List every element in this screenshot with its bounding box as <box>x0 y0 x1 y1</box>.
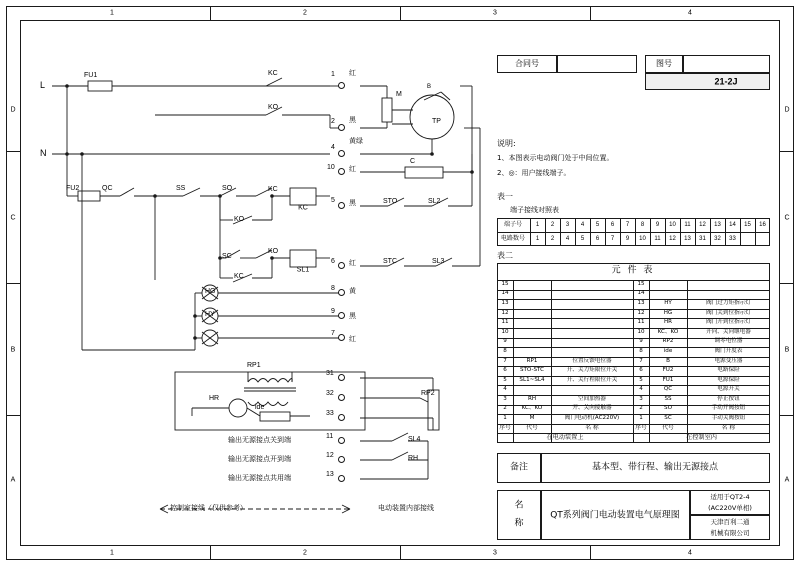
company-line-1: 天津百利二通 <box>710 517 750 526</box>
table1-circuit-cell: 4 <box>565 236 570 242</box>
table1-circuit-cell: 31 <box>699 236 706 242</box>
table1-circuit-cell: 1 <box>535 236 540 242</box>
table1-terminal-cell: 6 <box>610 222 615 228</box>
table1-circuit-cell: 11 <box>654 236 661 242</box>
component-row-name: 位置反馈电位器 <box>572 357 612 364</box>
wire-number: 12 <box>326 452 334 459</box>
terminal-8 <box>338 289 345 296</box>
table1-circuit-cell: 32 <box>714 236 721 242</box>
component-row-no2: 6 <box>639 367 643 374</box>
terminal-6 <box>338 262 345 269</box>
label-N: N <box>40 148 47 158</box>
table2-caption: 表二 <box>497 251 513 260</box>
table1-circuit-cell: 12 <box>669 236 676 242</box>
title-name-label-box <box>497 490 541 540</box>
terminal-13 <box>338 475 345 482</box>
remark-label: 备注 <box>509 462 529 473</box>
terminal-33 <box>338 414 345 421</box>
label-L: L <box>40 80 46 90</box>
component-row-code: STO-STC <box>519 367 545 374</box>
component-col-header: 代号 <box>662 424 674 431</box>
terminal-5 <box>338 202 345 209</box>
control-room-wiring-note: 控制室接线（仅供参考） <box>170 504 247 512</box>
frame-row-left-b: B <box>10 346 16 354</box>
applicable-line-1: 适用于QT2-4 <box>710 492 750 501</box>
component-row-no2: 5 <box>639 376 643 383</box>
notes-line-1: 1、本图表示电动阀门处于中间位置。 <box>497 154 614 162</box>
table1-terminal-cell: 7 <box>625 222 630 228</box>
output-note-2: 输出无源接点开到端 <box>228 455 291 463</box>
frame-col-bottom-3: 3 <box>493 549 497 557</box>
component-row-no: 7 <box>503 357 507 364</box>
table1-terminal-cell: 13 <box>714 222 721 228</box>
label-KO-nc: KO <box>268 248 279 255</box>
label-SL4: RH <box>408 455 419 462</box>
component-row-name: 开、关力矩限位开关 <box>566 367 618 374</box>
table1-terminal-cell: 2 <box>550 222 555 228</box>
wire-number: 33 <box>326 410 334 417</box>
component-row-no: 8 <box>503 348 507 355</box>
terminal-2 <box>338 124 345 131</box>
label-RP1: RP2 <box>421 390 435 397</box>
component-col-header: 序号 <box>499 424 511 431</box>
component-row-name2: 调零电位器 <box>714 338 743 345</box>
frame-row-left-c: C <box>10 214 16 222</box>
component-col-header: 代号 <box>526 424 538 431</box>
table1-caption: 表一 <box>497 192 513 201</box>
component-row-no: 4 <box>503 386 507 393</box>
wire-color: 黄绿 <box>349 137 363 145</box>
component-row-name2: 阀门开度表 <box>714 348 743 355</box>
terminal-10 <box>338 168 345 175</box>
drawing-number: 21-2J <box>714 76 738 87</box>
label-STC: SL3 <box>432 258 445 265</box>
component-row-no2: 11 <box>637 319 645 326</box>
component-row-name2: 开向、关向继电器 <box>706 328 751 335</box>
component-row-code2: HG <box>663 309 673 316</box>
label-SS: SS <box>176 185 186 192</box>
label-ide: HR <box>209 395 220 402</box>
component-row-no2: 1 <box>639 415 643 422</box>
drawing-number-bar <box>645 73 770 90</box>
label-SC: SC <box>222 253 232 260</box>
component-row-code2: ide <box>663 348 673 355</box>
frame-row-right-d: D <box>784 106 790 114</box>
title-name-label-1: 名 <box>514 500 524 511</box>
component-row-no2: 13 <box>637 300 645 307</box>
terminal-32 <box>338 394 345 401</box>
component-row-code2: HR <box>663 319 673 326</box>
component-row-code: SL1~SL4 <box>519 376 545 383</box>
component-row-name: 空间加热器 <box>578 396 606 403</box>
label-FU1: FU1 <box>84 72 98 79</box>
terminal-12 <box>338 456 345 463</box>
label-KO-hold: KO <box>234 216 245 223</box>
table1-row1-label: 端子号 <box>503 221 523 228</box>
contract-number-label: 合同号 <box>515 59 539 68</box>
component-row-no: 13 <box>501 300 509 307</box>
notes-heading: 说明: <box>497 139 516 148</box>
component-footer-left: 在电动装置上 <box>546 434 584 442</box>
component-row-name2: 停止按钮 <box>717 396 740 403</box>
label-HG: HY <box>205 311 215 318</box>
table1-circuit-cell: 5 <box>580 236 585 242</box>
frame-row-right-b: B <box>784 346 790 354</box>
frame-col-bottom-2: 2 <box>303 549 307 557</box>
component-row-name2: 手动开阀按钮 <box>711 405 746 412</box>
component-row-name: 开、关向接触器 <box>572 405 612 412</box>
component-row-name2: 电源变压器 <box>714 357 743 364</box>
component-row-code2: B <box>666 357 670 364</box>
table1-terminal-cell: 16 <box>759 222 766 228</box>
frame-col-bottom-4: 4 <box>688 549 692 557</box>
table1-terminal-cell: 10 <box>669 222 676 228</box>
label-QC: QC <box>102 185 113 192</box>
table1-terminal-cell: 5 <box>595 222 600 228</box>
component-row-code2: SO <box>664 405 672 412</box>
component-row-no2: 3 <box>639 396 643 403</box>
component-footer-right: 在控制室内 <box>686 434 717 442</box>
table1-circuit-cell: 10 <box>639 236 646 242</box>
component-row-no: 14 <box>501 290 509 297</box>
component-row-name2: 电路保险 <box>717 367 740 374</box>
wire-color: 黄 <box>349 287 356 295</box>
terminal-9 <box>338 312 345 319</box>
table1-subcaption: 端子接线对照表 <box>510 206 559 214</box>
wire-number: 5 <box>331 197 335 204</box>
table1-circuit-cell: 9 <box>625 236 630 242</box>
frame-col-bottom-1: 1 <box>110 549 114 557</box>
label-KO-top: KO <box>268 104 279 111</box>
notes-line-2: 2、◎：用户接线端子。 <box>497 169 571 177</box>
component-row-no: 12 <box>501 309 509 316</box>
label-STO: SL2 <box>428 198 441 205</box>
label-KC-hold: KC <box>234 273 244 280</box>
component-row-no2: 9 <box>639 338 643 345</box>
remark-value: 基本型、带行程、输出无源接点 <box>591 462 719 473</box>
component-row-code: RP1 <box>526 357 538 364</box>
component-row-name2: 手动关阀按钮 <box>711 415 746 422</box>
wire-number: 7 <box>331 330 335 337</box>
device-internal-wiring-note: 电动装置内部接线 <box>378 504 434 512</box>
component-row-code2: FU2 <box>662 367 674 374</box>
wire-number: 8 <box>331 285 335 292</box>
coil-kc-label: SL1 <box>296 266 310 274</box>
component-row-name: 开、关行程限位开关 <box>566 376 618 383</box>
component-row-code2: SS <box>664 396 672 403</box>
label-KC-nc: KC <box>268 186 278 193</box>
component-row-name2: 电源保险 <box>717 376 740 383</box>
wire-number: 10 <box>327 164 335 171</box>
label-RP2: ide <box>255 404 265 411</box>
component-col-header: 名 称 <box>585 424 599 431</box>
coil-ko-label: KC <box>298 204 308 212</box>
frame-col-top-3: 3 <box>493 9 497 17</box>
component-row-no2: 4 <box>639 386 643 393</box>
label-HR: HG <box>205 288 216 295</box>
table2-title: 元 件 表 <box>611 265 655 276</box>
component-row-no2: 14 <box>637 290 645 297</box>
wire-number: 2 <box>331 118 335 125</box>
label-M: TP <box>432 118 441 125</box>
label-FU2: FU2 <box>66 185 80 192</box>
wire-color: 红 <box>349 165 356 173</box>
label-KC-top: KC <box>268 70 278 77</box>
table1-terminal-cell: 11 <box>684 222 691 228</box>
component-row-name2: 阀门过力矩指示灯 <box>706 300 751 307</box>
table1-terminal-cell: 4 <box>580 222 585 228</box>
component-row-no2: 10 <box>637 328 645 335</box>
table1-terminal-cell: 14 <box>729 222 736 228</box>
table1-circuit-cell: 7 <box>610 236 615 242</box>
component-row-no: 2 <box>503 405 507 412</box>
component-row-code2: KC、KO <box>657 328 679 335</box>
table1-terminal-cell: 15 <box>744 222 751 228</box>
component-row-code: RH <box>527 396 537 403</box>
terminal-4 <box>338 150 345 157</box>
component-row-no2: 8 <box>639 348 643 355</box>
component-row-no: 9 <box>503 338 507 345</box>
applicable-line-2: (AC220V单相) <box>708 503 752 512</box>
drawing-number-label: 图号 <box>656 59 672 68</box>
frame-row-right-c: C <box>784 214 790 222</box>
table1-row2-label: 电路数号 <box>500 235 526 242</box>
terminal-11 <box>338 437 345 444</box>
component-row-no: 5 <box>503 376 507 383</box>
wire-number: 9 <box>331 308 335 315</box>
label-SL1: STO <box>383 198 398 205</box>
component-row-no: 11 <box>501 319 509 326</box>
component-col-header: 序号 <box>635 424 647 431</box>
component-row-code: KC、KO <box>521 405 543 412</box>
table1-terminal-cell: 12 <box>699 222 706 228</box>
component-row-no2: 15 <box>637 280 645 287</box>
output-note-3: 输出无源接点共用端 <box>228 474 291 482</box>
component-row-no: 1 <box>503 415 507 422</box>
contract-number-value-box <box>557 55 637 73</box>
table1-circuit-cell: 6 <box>595 236 600 242</box>
component-row-code2: SC <box>664 415 672 422</box>
frame-row-right-a: A <box>784 476 790 484</box>
component-row-no: 10 <box>501 328 509 335</box>
frame-col-top-1: 1 <box>110 9 114 17</box>
terminal-1 <box>338 82 345 89</box>
table1-terminal-cell: 3 <box>565 222 570 228</box>
component-row-name2: 电源开关 <box>717 386 740 393</box>
label-B: RP1 <box>247 362 261 369</box>
drawing-number-value-box <box>683 55 770 73</box>
table1-terminal-cell: 9 <box>655 222 660 228</box>
frame-col-top-2: 2 <box>303 9 307 17</box>
component-row-no: 3 <box>503 396 507 403</box>
wire-number: 11 <box>326 433 334 440</box>
wire-color: 黑 <box>349 199 356 207</box>
title-name-label-2: 称 <box>514 518 524 529</box>
label-TP: B <box>427 84 432 90</box>
wire-number: 32 <box>326 390 334 397</box>
wire-number: 1 <box>331 71 335 78</box>
component-row-code2: FU1 <box>662 376 674 383</box>
terminal-7 <box>338 334 345 341</box>
wire-color: 红 <box>349 69 356 77</box>
frame-row-left-d: D <box>10 106 16 114</box>
company-line-2: 机械有限公司 <box>710 528 750 537</box>
frame-row-left-a: A <box>10 476 16 484</box>
table1-terminal-cell: 8 <box>640 222 645 228</box>
wire-color: 黑 <box>349 116 356 124</box>
component-row-code: M <box>529 415 535 422</box>
terminal-31 <box>338 374 345 381</box>
wire-number: 13 <box>326 471 334 478</box>
wire-number: 4 <box>331 144 335 151</box>
main-title: QT系列阀门电动装置电气原理图 <box>550 510 680 521</box>
wire-number: 6 <box>331 258 335 265</box>
label-SL2: STC <box>383 258 397 265</box>
label-RH: C <box>410 158 416 165</box>
component-row-code2: HY <box>664 300 672 307</box>
component-row-no2: 7 <box>639 357 643 364</box>
component-row-name2: 阀门开到位指示灯 <box>706 319 751 326</box>
table1-terminal-cell: 1 <box>535 222 540 228</box>
component-row-code2: RP2 <box>662 338 674 345</box>
component-row-name2: 阀门关到位指示灯 <box>706 309 751 316</box>
component-row-no: 15 <box>501 280 509 287</box>
label-SO: SO <box>222 185 233 192</box>
table1-circuit-cell: 13 <box>684 236 691 242</box>
label-SL3: SL4 <box>408 436 421 443</box>
label-C: M <box>396 91 402 98</box>
component-col-header: 名 称 <box>721 424 736 431</box>
wire-color: 红 <box>349 259 356 267</box>
frame-col-top-4: 4 <box>688 9 692 17</box>
component-row-no2: 12 <box>637 309 645 316</box>
wire-color: 黑 <box>349 312 356 320</box>
component-row-code2: QC <box>663 386 673 393</box>
component-row-no: 6 <box>503 367 507 374</box>
output-note-1: 输出无源接点关到端 <box>228 436 291 444</box>
component-row-no2: 2 <box>639 405 643 412</box>
component-row-name: 阀门电动机(AC220V) <box>564 415 620 422</box>
wire-color: 红 <box>349 335 356 343</box>
table1-circuit-cell: 33 <box>729 236 736 242</box>
schematic-diagram <box>20 20 490 546</box>
table1-circuit-cell: 2 <box>550 236 555 242</box>
wire-number: 31 <box>326 370 334 377</box>
